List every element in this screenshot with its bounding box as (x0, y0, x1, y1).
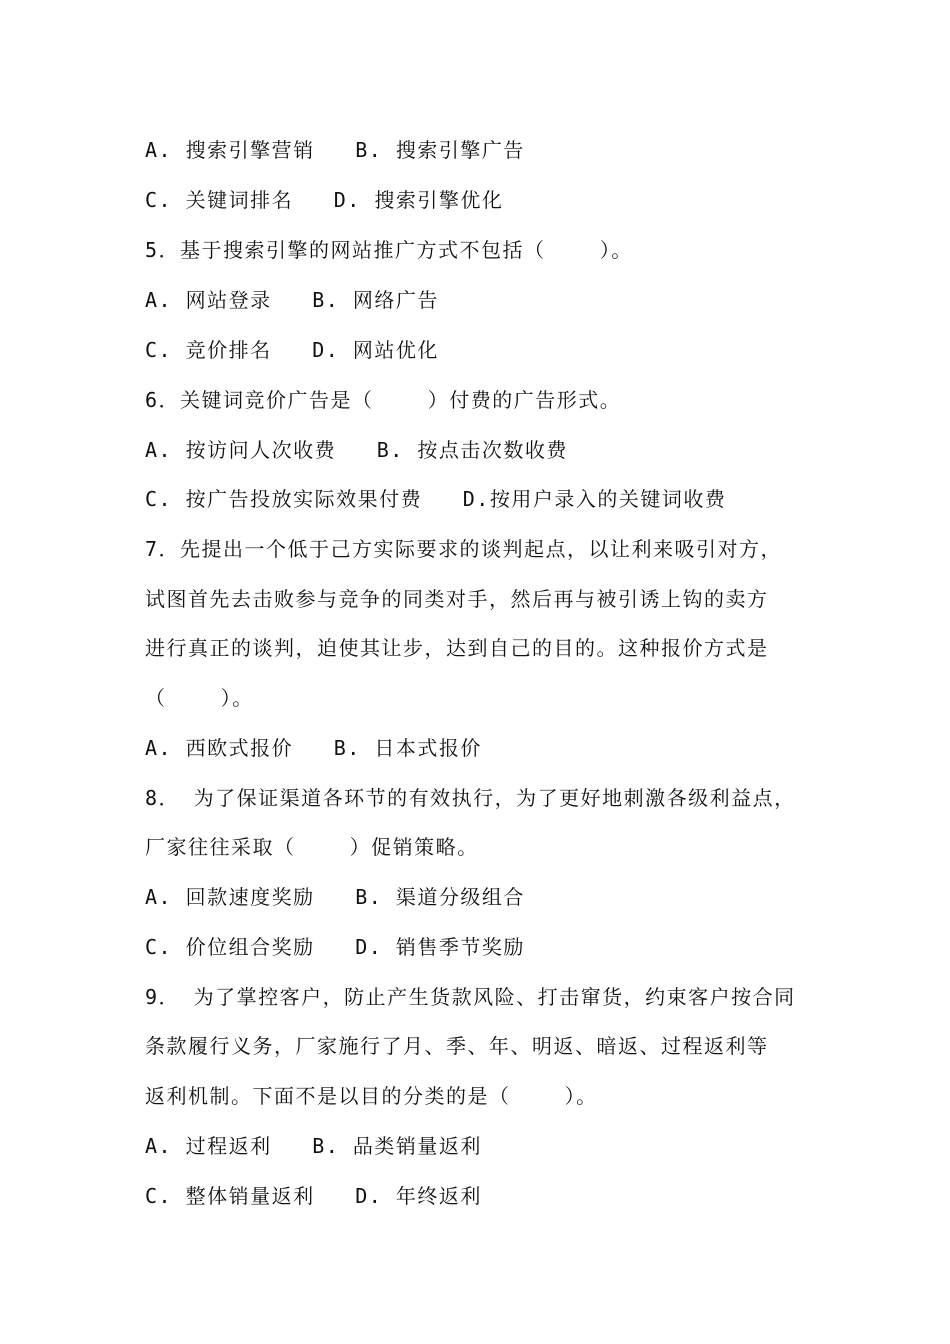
q9-options-line-1: A. 过程返利 B. 品类销量返利 (145, 1134, 482, 1158)
question-9-line-2: 条款履行义务，厂家施行了月、季、年、明返、暗返、过程返利等 (145, 1034, 769, 1058)
q6-options-line-2: C. 按广告投放实际效果付费 D.按用户录入的关键词收费 (145, 487, 727, 511)
question-9-line-1: 9． 为了掌控客户，防止产生货款风险、打击窜货，约束客户按合同 (145, 985, 796, 1009)
question-7-line-1: 7．先提出一个低于己方实际要求的谈判起点，以让利来吸引对方， (145, 537, 783, 561)
q4-options-line-2: C. 关键词排名 D. 搜索引擎优化 (145, 188, 504, 212)
question-7-line-4: （ ）。 (145, 686, 254, 710)
question-7-line-2: 试图首先去击败参与竞争的同类对手，然后再与被引诱上钩的卖方 (145, 587, 769, 611)
question-7-line-3: 进行真正的谈判，迫使其让步，达到自己的目的。这种报价方式是 (145, 636, 769, 660)
q6-options-line-1: A. 按访问人次收费 B. 按点击次数收费 (145, 438, 568, 462)
q8-options-line-1: A. 回款速度奖励 B. 渠道分级组合 (145, 885, 525, 909)
q7-options-line-1: A. 西欧式报价 B. 日本式报价 (145, 736, 482, 760)
question-9-line-3: 返利机制。下面不是以目的分类的是（ ）。 (145, 1084, 598, 1108)
question-6: 6．关键词竞价广告是（ ）付费的广告形式。 (145, 388, 622, 412)
question-8-line-2: 厂家往往采取（ ）促销策略。 (145, 835, 479, 859)
q8-options-line-2: C. 价位组合奖励 D. 销售季节奖励 (145, 935, 525, 959)
q4-options-line-1: A. 搜索引擎营销 B. 搜索引擎广告 (145, 138, 525, 162)
question-8-line-1: 8． 为了保证渠道各环节的有效执行，为了更好地刺激各级利益点， (145, 786, 796, 810)
q9-options-line-2: C. 整体销量返利 D. 年终返利 (145, 1184, 482, 1208)
question-5: 5．基于搜索引擎的网站推广方式不包括（ ）。 (145, 238, 633, 262)
q5-options-line-1: A. 网站登录 B. 网络广告 (145, 288, 439, 312)
q5-options-line-2: C. 竞价排名 D. 网站优化 (145, 338, 439, 362)
